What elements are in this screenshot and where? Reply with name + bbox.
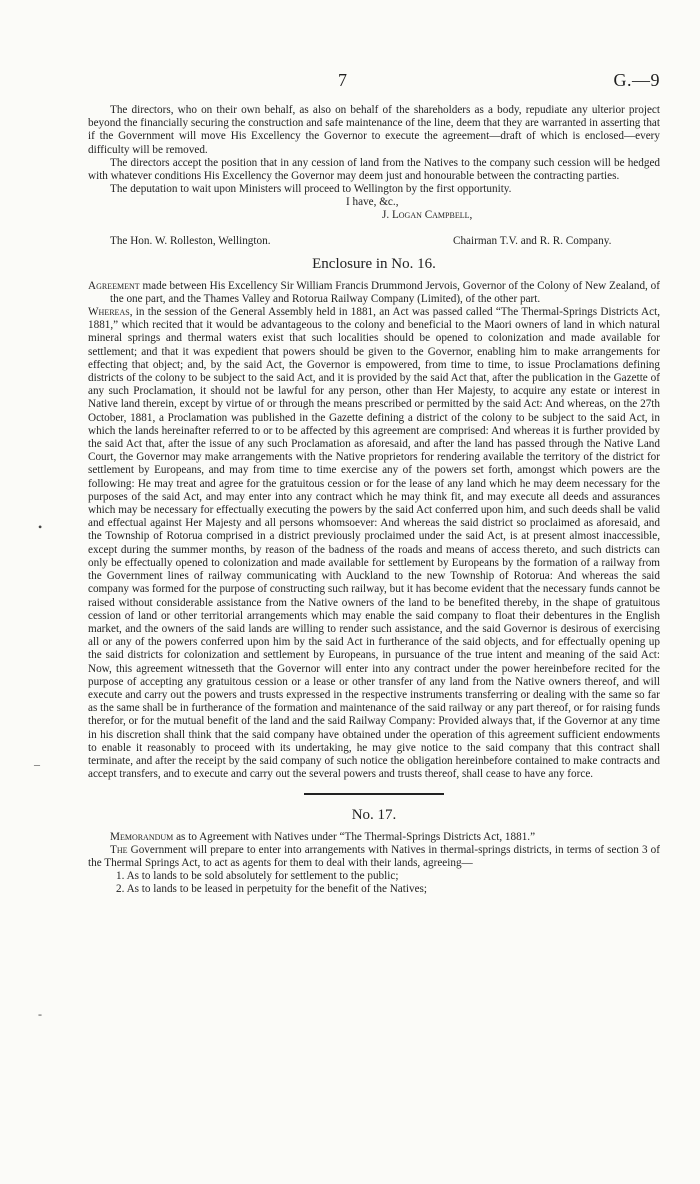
- memorandum-para-text: Government will prepare to enter into arrangements with Natives in thermal-springs districts, in terms of section 3 of the Thermal Springs Act, to act as agents for them to deal with their lands, agreeing—: [88, 843, 660, 869]
- signature: J. Logan Campbell,: [382, 209, 473, 222]
- page-number: 7: [338, 70, 347, 90]
- section-divider: [304, 793, 444, 795]
- enclosure-heading: Enclosure in No. 16.: [312, 256, 436, 273]
- margin-mark: -: [38, 1007, 42, 1021]
- memorandum-paragraph: [88, 844, 660, 870]
- margin-mark: •: [38, 520, 43, 534]
- whereas-text: , in the session of the General Assembly held in 1881, an Act was passed called “The Thermal-Springs Districts Act, 1881,” which recited that it would be advantageous to the colony and beneficial to the Maori owners of land in which natural mineral springs and thermal waters exist that such localities should be opened to colonization and made available for settlement; and that it was expedient that powers should be given to the Governor, enabling him to make arrangements for effecting that object; and, by the said Act, the Governor is empowered, from time to time, to issue Proclamations defining districts of the colony to be subject to the said Act, and it is provided by the said Act that, after the publication in the Gazette of any such Proclamation, it should not be lawful for any person, other than Her Majesty, to acquire any estate or interest in Native land therein, except by virtue of or through the means prescribed or permitted by the said Act: And whereas, on the 27th October, 1881, a Proclamation was published in the Gazette defining a district of the colony to be subject to the said Act, in which the lands hereinafter referred to or to be affected by this agreement are comprised: And whereas it is further provided by the said Act that, after the issue of any such Proclamation as aforesaid, and after the land has passed through the Native Land Court, the Governor may make arrangements with the Native proprietors for rendering available the territory of the district for settlement by Europeans, and may from time to time exercise any of the powers set forth, amongst which powers are the following: He may treat and agree for the gratuitous cession or for the lease of any land which he may deem necessary for the purposes of the said Act, and may enter into any contract which he may think fit, and may execute all deeds and assurances which may be necessary for effectually executing the powers by the said Act conferred upon him, and such deeds shall be valid and effectual against Her Majesty and all persons whomsoever: And whereas the said district so proclaimed as aforesaid, and the Township of Rotorua comprised in a district previously proclaimed under the said Act, is at present almost inaccessible, except during the summer months, by reason of the badness of the roads and means of access thereto, and such districts can only be effectually opened to colonization and made available for settlement by Europeans by the formation of a railway from the Government lines of railway communicating with Auckland to the new Township of Rotorua: And whereas the said company was formed for the purpose of constructing such railway, but it has become evident that the necessary funds cannot be raised without considerable assistance from the Native owners of the land to be benefited thereby, in the shape of gratuitous cession of land or other territorial arrangements which may enable the said company to float their debentures in the English market, and the owners of the said lands are willing to render such assistance, and the said Governor is desirous of exercising all or any of the powers conferred upon him by the said Act in furtherance of the said objects, and for effectually opening up the said districts for colonization and settlement by Europeans, in pursuance of the true intent and meaning of the said Act: Now, this agreement witnesseth that the Governor will enter into any contract under the power hereinbefore recited for the purpose of accepting any gratuitous cession or a lease or other transfer of any land from the Native owners thereof, and will execute and carry out the powers and trusts expressed in the respective instruments transferring or dealing with the same so far as the same shall be in furtherance of the formation and maintenance of the said railway or any part thereof, or for raising funds therefor, or for the mutual benefit of the land and the said Railway Company: Provided always that, if the Governor at any time in his discretion shall think that the said company have obtained under the operation of this agreement sufficient endowments to enable it reasonably to proceed with its undertaking, he may give notice to the said company that this contract shall terminate, and after the receipt by the said company of such notice the obligation hereinbefore contained to make contracts and accept transfers, and to execute and carry out the several powers and trusts thereof, shall cease to have any force.: [88, 306, 660, 781]
- margin-mark: –: [34, 757, 40, 771]
- memorandum-para-lead: The: [110, 843, 128, 856]
- letter-signoff: [88, 196, 660, 248]
- signatory-title: Chairman T.V. and R. R. Company.: [453, 235, 612, 248]
- agreement-text: made between His Excellency Sir William Francis Drummond Jervois, Governor of the Colony of New Zealand, of the one part, and the Thames Valley and Rotorua Railway Company (Limited), of the other part.: [110, 279, 660, 305]
- agreement-paragraph: [88, 280, 660, 306]
- letter-paragraph: The directors, who on their own behalf, as also on behalf of the shareholders as a body, repudiate any ulterior project beyond the financially securing the construction and safe maintenance of the line, deem that they are warranted in asserting that if the Government will move His Excellency the Governor to execute the agreement—draft of which is enclosed—every difficulty will be removed.: [88, 104, 660, 156]
- memorandum-text: as to Agreement with Natives under “The Thermal-Springs Districts Act, 1881.”: [173, 830, 536, 843]
- document-body: [88, 104, 660, 897]
- page-header: [0, 70, 700, 94]
- series-number: G.—9: [613, 70, 660, 90]
- memorandum-title: [88, 831, 660, 844]
- whereas-paragraph: [88, 306, 660, 781]
- letter-paragraph: The deputation to wait upon Ministers will proceed to Wellington by the first opportunity.: [110, 183, 512, 196]
- memorandum-lead-word: Memorandum: [110, 830, 174, 843]
- letter-paragraph: The directors accept the position that in any cession of land from the Natives to the company such cession will be hedged with whatever conditions His Excellency the Governor may deem just and honourable between the contracting parties.: [88, 156, 660, 183]
- list-item: 2. As to lands to be leased in perpetuity for the benefit of the Natives;: [116, 883, 427, 896]
- agreement-lead-word: Agreement: [88, 279, 140, 292]
- agreement-list: [88, 870, 660, 896]
- whereas-lead-word: Whereas: [88, 306, 130, 319]
- no17-heading: No. 17.: [351, 807, 397, 824]
- closing-line: I have, &c.,: [346, 196, 399, 209]
- list-item: 1. As to lands to be sold absolutely for settlement to the public;: [116, 870, 399, 883]
- addressee: The Hon. W. Rolleston, Wellington.: [110, 235, 271, 248]
